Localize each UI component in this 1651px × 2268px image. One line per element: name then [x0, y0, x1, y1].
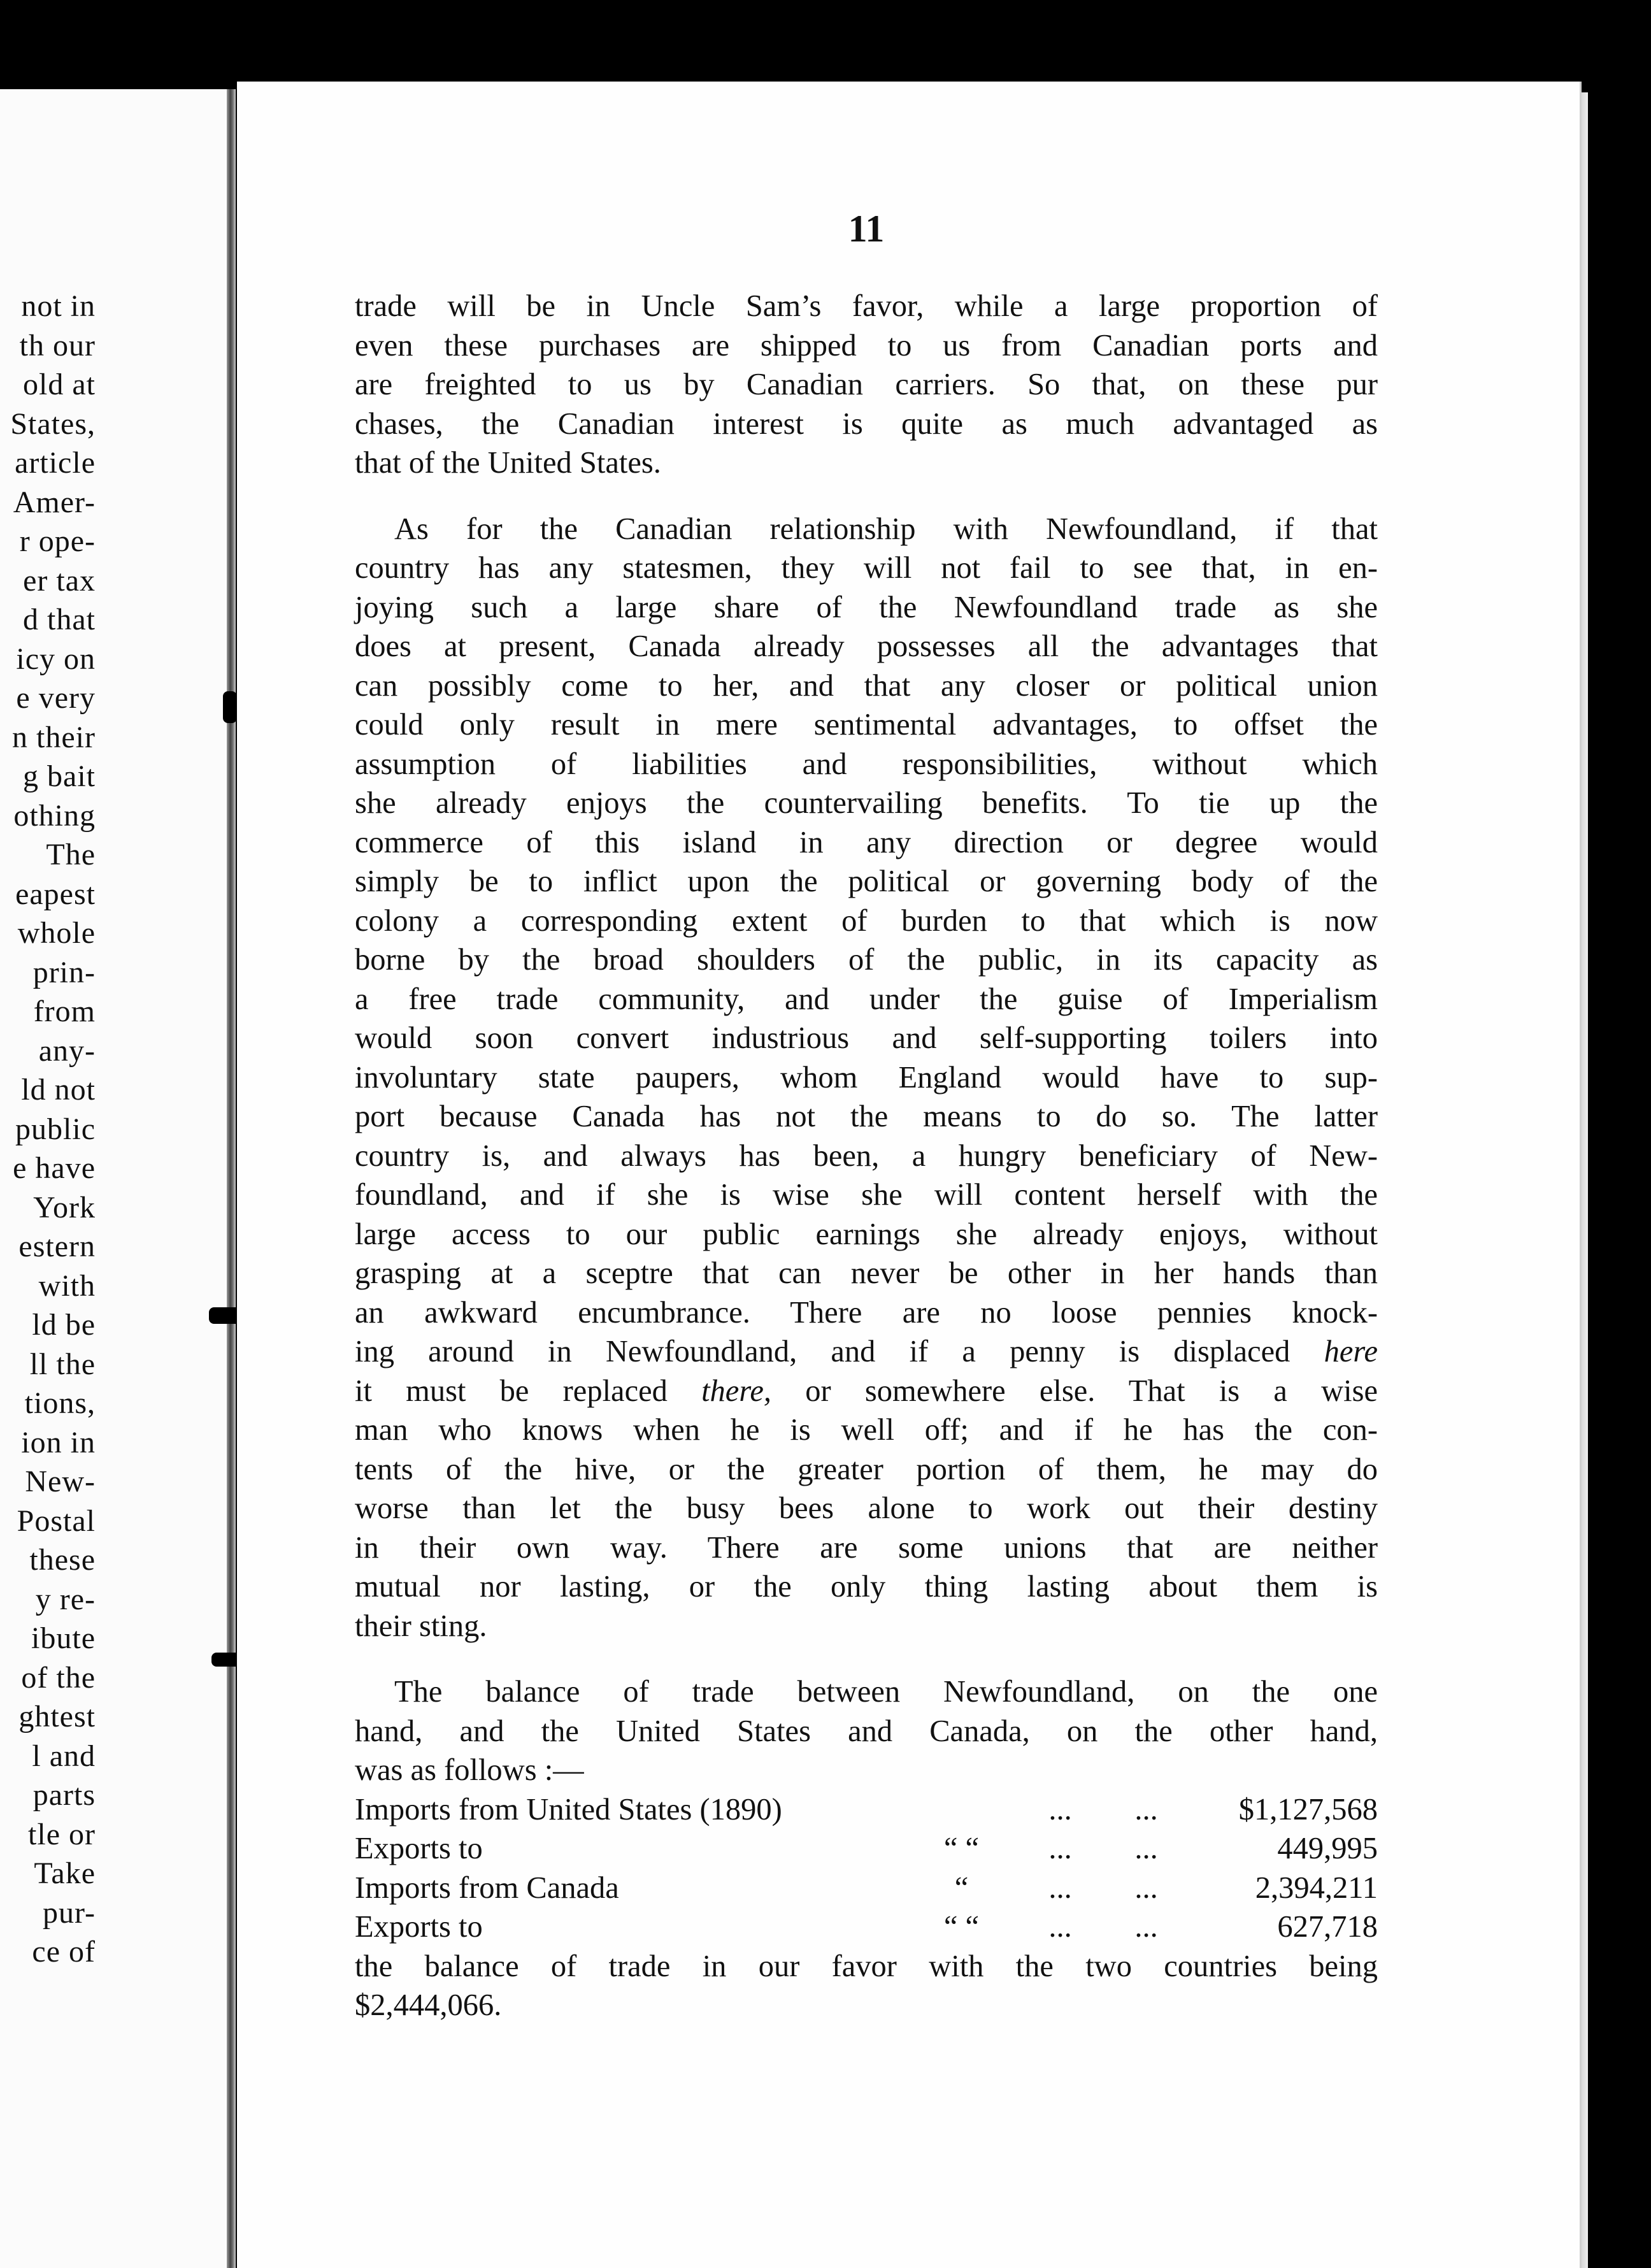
text-line-there: it must be replaced there, or somewhere else. That is a wise	[355, 1374, 1378, 1408]
left-page-fragment-line: tle or	[28, 1817, 96, 1851]
left-page-fragment-line: Take	[34, 1856, 96, 1890]
left-page-fragment-line: ibute	[31, 1621, 96, 1655]
text-line: involuntary state paupers, whom England would have to sup-	[355, 1060, 1378, 1095]
left-page-fragment-line: ion in	[21, 1425, 96, 1460]
text-line: simply be to inflict upon the political or governing body of the	[355, 865, 1378, 898]
left-page-fragment-line: public	[15, 1112, 96, 1146]
text-line: borne by the broad shoulders of the public, in its capacity as	[355, 943, 1378, 977]
left-page-fragment-line: Amer-	[13, 485, 96, 519]
text-line: country has any statesmen, they will not fail to see that, in en-	[355, 551, 1378, 585]
left-page-fragment-line: y re-	[35, 1582, 96, 1616]
left-page-fragment-line: old at	[23, 368, 96, 401]
left-page-fragment-line: these	[29, 1543, 96, 1577]
left-page-fragment-line: g bait	[23, 759, 96, 793]
text-line: mutual nor lasting, or the only thing lasting about them is	[355, 1570, 1378, 1604]
trade-table-ditto-cell	[906, 1790, 1017, 1830]
text-line: man who knows when he is well off; and if he has the con-	[355, 1413, 1378, 1447]
paragraph-closing-balance	[355, 1947, 1378, 2025]
left-page-fragment-line: d that	[23, 603, 96, 636]
left-page-fragment-line: whole	[17, 916, 96, 950]
text-line: their sting.	[355, 1609, 487, 1643]
trade-table-amount-cell: 2,394,211	[1255, 1870, 1378, 1905]
text-line: foundland, and if she is wise she will content herself with the	[355, 1178, 1378, 1212]
left-page-fragment-line: ld not	[21, 1073, 96, 1107]
left-page-fragment-line: parts	[32, 1778, 96, 1812]
left-page-fragment-line: othing	[13, 798, 96, 833]
trade-table-row	[355, 1907, 1378, 1947]
text-line: $2,444,066.	[355, 1988, 502, 2022]
trade-table-label-cell: Imports from Canada	[355, 1870, 619, 1905]
text-line: would soon convert industrious and self-supporting toilers into	[355, 1021, 1378, 1055]
trade-table-dots2-cell: ...	[1134, 1832, 1158, 1865]
trade-table-row	[355, 1790, 1378, 1830]
italic-word-here: here	[1324, 1335, 1378, 1368]
text-line: country is, and always has been, a hungry beneficiary of New-	[355, 1138, 1378, 1173]
text-line: the balance of trade in our favor with the two countries being	[355, 1949, 1378, 1983]
text-line: can possibly come to her, and that any closer or political union	[355, 668, 1378, 703]
text-line: colony a corresponding extent of burden to that which is now	[355, 903, 1378, 938]
text-line: she already enjoys the countervailing benefits. To tie up the	[355, 786, 1378, 820]
trade-table-amount-cell: 627,718	[1277, 1910, 1378, 1944]
text-line: hand, and the United States and Canada, on the other hand,	[355, 1714, 1378, 1748]
left-page-fragment-line: r ope-	[19, 524, 96, 558]
page-edge	[1582, 92, 1588, 2268]
book-gutter	[227, 89, 236, 2268]
left-page-fragment-line: article	[15, 446, 96, 480]
text-line: was as follows :—	[355, 1753, 584, 1787]
trade-table-ditto-cell: “ “	[943, 1910, 980, 1944]
text-line: even these purchases are shipped to us from Canadian ports and	[355, 328, 1378, 362]
trade-balance-table	[355, 1790, 1378, 1947]
trade-table-dots2-cell: ...	[1134, 1792, 1158, 1827]
left-page-fragment-line: from	[33, 994, 96, 1028]
paragraph-uncle-sam	[355, 287, 1378, 483]
trade-table-row	[355, 1829, 1378, 1869]
binding-thread-mark-1	[223, 691, 237, 723]
text-line: that of the United States.	[355, 446, 661, 480]
left-page-text-fragments	[0, 287, 96, 1972]
trade-table-dots1-cell: ...	[1048, 1870, 1072, 1905]
left-page-fragment-line: New-	[25, 1465, 96, 1498]
left-page-fragment	[0, 89, 229, 2268]
text-line: in their own way. There are some unions that are neither	[355, 1530, 1378, 1565]
trade-table-dots2-cell: ...	[1134, 1870, 1158, 1905]
trade-table-label-cell: Exports to	[355, 1832, 483, 1865]
page-number: 11	[848, 208, 885, 250]
text-line: port because Canada has not the means to do so. The latter	[355, 1100, 1378, 1133]
left-page-fragment-line: Postal	[17, 1504, 96, 1538]
text-line: does at present, Canada already possesses all the advantages that	[355, 629, 1378, 663]
left-page-fragment-line: n their	[12, 720, 96, 754]
text-line: The balance of trade between Newfoundland, on the one	[394, 1675, 1378, 1709]
left-page-fragment-line: e have	[13, 1151, 96, 1185]
left-page-fragment-line: er tax	[23, 563, 96, 598]
body-text	[355, 287, 1378, 2025]
left-page-fragment-line: l and	[32, 1739, 96, 1773]
trade-table-dots2-cell: ...	[1134, 1910, 1158, 1944]
left-page-fragment-line: ce of	[32, 1935, 96, 1969]
left-page-fragment-line: not in	[21, 289, 96, 323]
text-line: joying such a large share of the Newfoundland trade as she	[355, 590, 1378, 624]
left-page-fragment-line: e very	[16, 681, 96, 715]
trade-table-dots1-cell: ...	[1048, 1910, 1072, 1944]
text-line: As for the Canadian relationship with Newfoundland, if that	[394, 512, 1378, 546]
text-line: worse than let the busy bees alone to work out their destiny	[355, 1491, 1378, 1525]
left-page-fragment-line: estern	[18, 1230, 96, 1263]
text-line: trade will be in Uncle Sam’s favor, while a large proportion of	[355, 289, 1378, 323]
left-page-fragment-line: eapest	[15, 877, 96, 911]
text-line-here: ing around in Newfoundland, and if a penny is displaced here	[355, 1335, 1378, 1368]
trade-table-ditto-cell: “ “	[943, 1832, 980, 1865]
text-line: commerce of this island in any direction or degree would	[355, 825, 1378, 859]
trade-table-label-cell: Imports from United States (1890)	[355, 1792, 782, 1827]
text-line: chases, the Canadian interest is quite as much advantaged as	[355, 406, 1378, 441]
left-page-fragment-line: prin-	[32, 955, 96, 989]
paragraph-balance-of-trade	[355, 1672, 1378, 1790]
text-line: are freighted to us by Canadian carriers. So that, on these pur	[355, 368, 1378, 401]
text-line: grasping at a sceptre that can never be other in her hands than	[355, 1256, 1378, 1290]
left-page-fragment-line: York	[33, 1190, 96, 1224]
left-page-fragment-line: of the	[21, 1660, 96, 1695]
italic-word-there: there,	[701, 1374, 772, 1408]
text-line: tents of the hive, or the greater portion of them, he may do	[355, 1452, 1378, 1486]
left-page-fragment-line: ghtest	[18, 1700, 96, 1733]
left-page-fragment-line: States,	[10, 406, 96, 441]
paragraph-canadian-relationship	[355, 510, 1378, 1646]
text-line: could only result in mere sentimental advantages, to offset the	[355, 708, 1378, 742]
text-line: an awkward encumbrance. There are no loose pennies knock-	[355, 1295, 1378, 1330]
left-page-fragment-line: ld be	[32, 1308, 96, 1342]
text-line: assumption of liabilities and responsibilities, without which	[355, 747, 1378, 781]
trade-table-ditto-cell: “	[954, 1870, 969, 1905]
left-page-fragment-line: icy on	[16, 642, 96, 676]
trade-table-label-cell: Exports to	[355, 1910, 483, 1944]
text-line: a free trade community, and under the guise of Imperialism	[355, 982, 1378, 1016]
trade-table-dots1-cell: ...	[1048, 1832, 1072, 1865]
trade-table-amount-cell: 449,995	[1277, 1832, 1378, 1865]
trade-table-row	[355, 1869, 1378, 1908]
left-page-fragment-line: ll the	[29, 1347, 96, 1381]
trade-table-dots1-cell: ...	[1048, 1792, 1072, 1827]
left-page-fragment-line: any-	[38, 1033, 96, 1068]
text-line: large access to our public earnings she already enjoys, without	[355, 1217, 1378, 1251]
left-page-fragment-line: th our	[19, 328, 96, 362]
trade-table-amount-cell: $1,127,568	[1238, 1792, 1378, 1827]
left-page-fragment-line: with	[38, 1268, 96, 1303]
left-page-fragment-line: tions,	[24, 1386, 96, 1420]
left-page-fragment-line: The	[46, 838, 96, 872]
left-page-fragment-line: pur-	[42, 1895, 96, 1930]
